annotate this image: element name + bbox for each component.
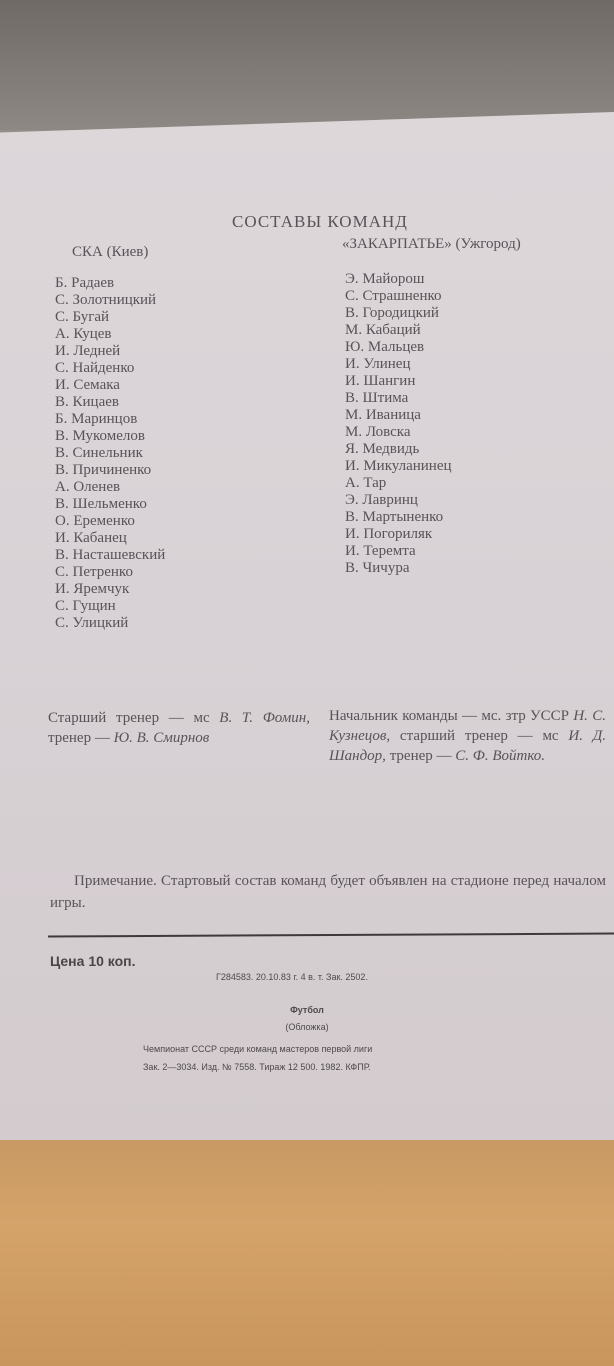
player-name: Э. Майорош: [345, 271, 425, 287]
cover-subtitle: (Обложка): [285, 1022, 329, 1032]
player-name: А. Тар: [345, 475, 387, 491]
player-name: В. Насташевский: [55, 547, 166, 563]
cover-line2: Зак. 2—3034. Изд. № 7558. Тираж 12 500. 1982. КФПР.: [143, 1062, 371, 1072]
player-name: Б. Маринцов: [55, 411, 138, 427]
team-left-coaches: [48, 708, 310, 748]
player-name: В. Кицаев: [55, 394, 119, 410]
player-name: С. Найденко: [55, 360, 135, 376]
background-wall: [0, 0, 614, 130]
coach-text: старший тренер — мс: [390, 728, 569, 744]
player-name: М. Иваница: [345, 407, 421, 423]
player-name: В. Штима: [345, 390, 409, 406]
player-name: С. Гущин: [55, 598, 116, 614]
player-name: И. Улинец: [345, 356, 411, 372]
player-name: И. Шангин: [345, 373, 416, 389]
player-name: О. Еременко: [55, 513, 135, 529]
player-name: М. Ловска: [345, 424, 411, 440]
cover-title: Футбол: [290, 1005, 324, 1015]
player-name: Б. Радаев: [55, 275, 115, 291]
player-name: И. Кабанец: [55, 530, 127, 546]
player-name: И. Погориляк: [345, 526, 433, 542]
team-left-roster: [55, 275, 165, 632]
player-name: А. Куцев: [55, 326, 112, 342]
player-name: И. Теремта: [345, 543, 416, 559]
player-name: И. Семака: [55, 377, 120, 393]
note: Примечание. Стартовый состав команд будет объявлен на стадионе перед началом игры.: [50, 873, 606, 911]
coach-name: Н. С. Кузнецов,: [329, 708, 606, 744]
cover-line1: Чемпионат СССР среди команд мастеров первой лиги: [143, 1044, 373, 1054]
player-name: С. Улицкий: [55, 615, 129, 631]
coach-name: Ю. В. Смирнов: [113, 730, 210, 746]
player-name: В. Синельник: [55, 445, 143, 461]
player-name: А. Оленев: [55, 479, 121, 495]
coach-name: С. Ф. Войтко.: [455, 748, 546, 764]
player-name: В. Чичура: [345, 560, 410, 576]
player-name: Ю. Мальцев: [345, 339, 425, 355]
player-name: Э. Лавринц: [345, 492, 418, 508]
player-name: М. Кабаций: [345, 322, 421, 338]
coach-text: Старший тренер — мс: [48, 710, 220, 726]
coach-name: В. Т. Фомин,: [219, 710, 310, 726]
wooden-table: [0, 1130, 614, 1366]
player-name: В. Мартыненко: [345, 509, 444, 525]
player-name: В. Мукомелов: [55, 428, 145, 444]
player-name: В. Причиненко: [55, 462, 152, 478]
player-name: Я. Медвидь: [345, 441, 420, 457]
coach-text: тренер —: [48, 730, 114, 746]
coach-text: Начальник команды — мс. зтр УССР: [329, 708, 574, 724]
coach-text: тренер —: [385, 748, 456, 764]
player-name: И. Ледней: [55, 343, 121, 359]
player-name: И. Яремчук: [55, 581, 130, 597]
player-name: С. Петренко: [55, 564, 133, 580]
player-name: В. Городицкий: [345, 305, 439, 321]
imprint: Г284583. 20.10.83 г. 4 в. т. Зак. 2502.: [216, 972, 368, 982]
coach-name: И. Д. Шандор,: [329, 728, 606, 764]
player-name: С. Бугай: [55, 309, 110, 325]
page-title: СОСТАВЫ КОМАНД: [232, 212, 408, 231]
team-right-coaches: [329, 706, 606, 766]
player-name: С. Страшненко: [345, 288, 442, 304]
player-name: И. Микуланинец: [345, 458, 452, 474]
player-name: С. Золотницкий: [55, 292, 157, 308]
team-right-name: «ЗАКАРПАТЬЕ» (Ужгород): [342, 236, 521, 252]
team-left-name: СКА (Киев): [72, 244, 149, 260]
price: Цена 10 коп.: [50, 953, 136, 969]
team-right-roster: [345, 271, 452, 577]
player-name: В. Шельменко: [55, 496, 147, 512]
